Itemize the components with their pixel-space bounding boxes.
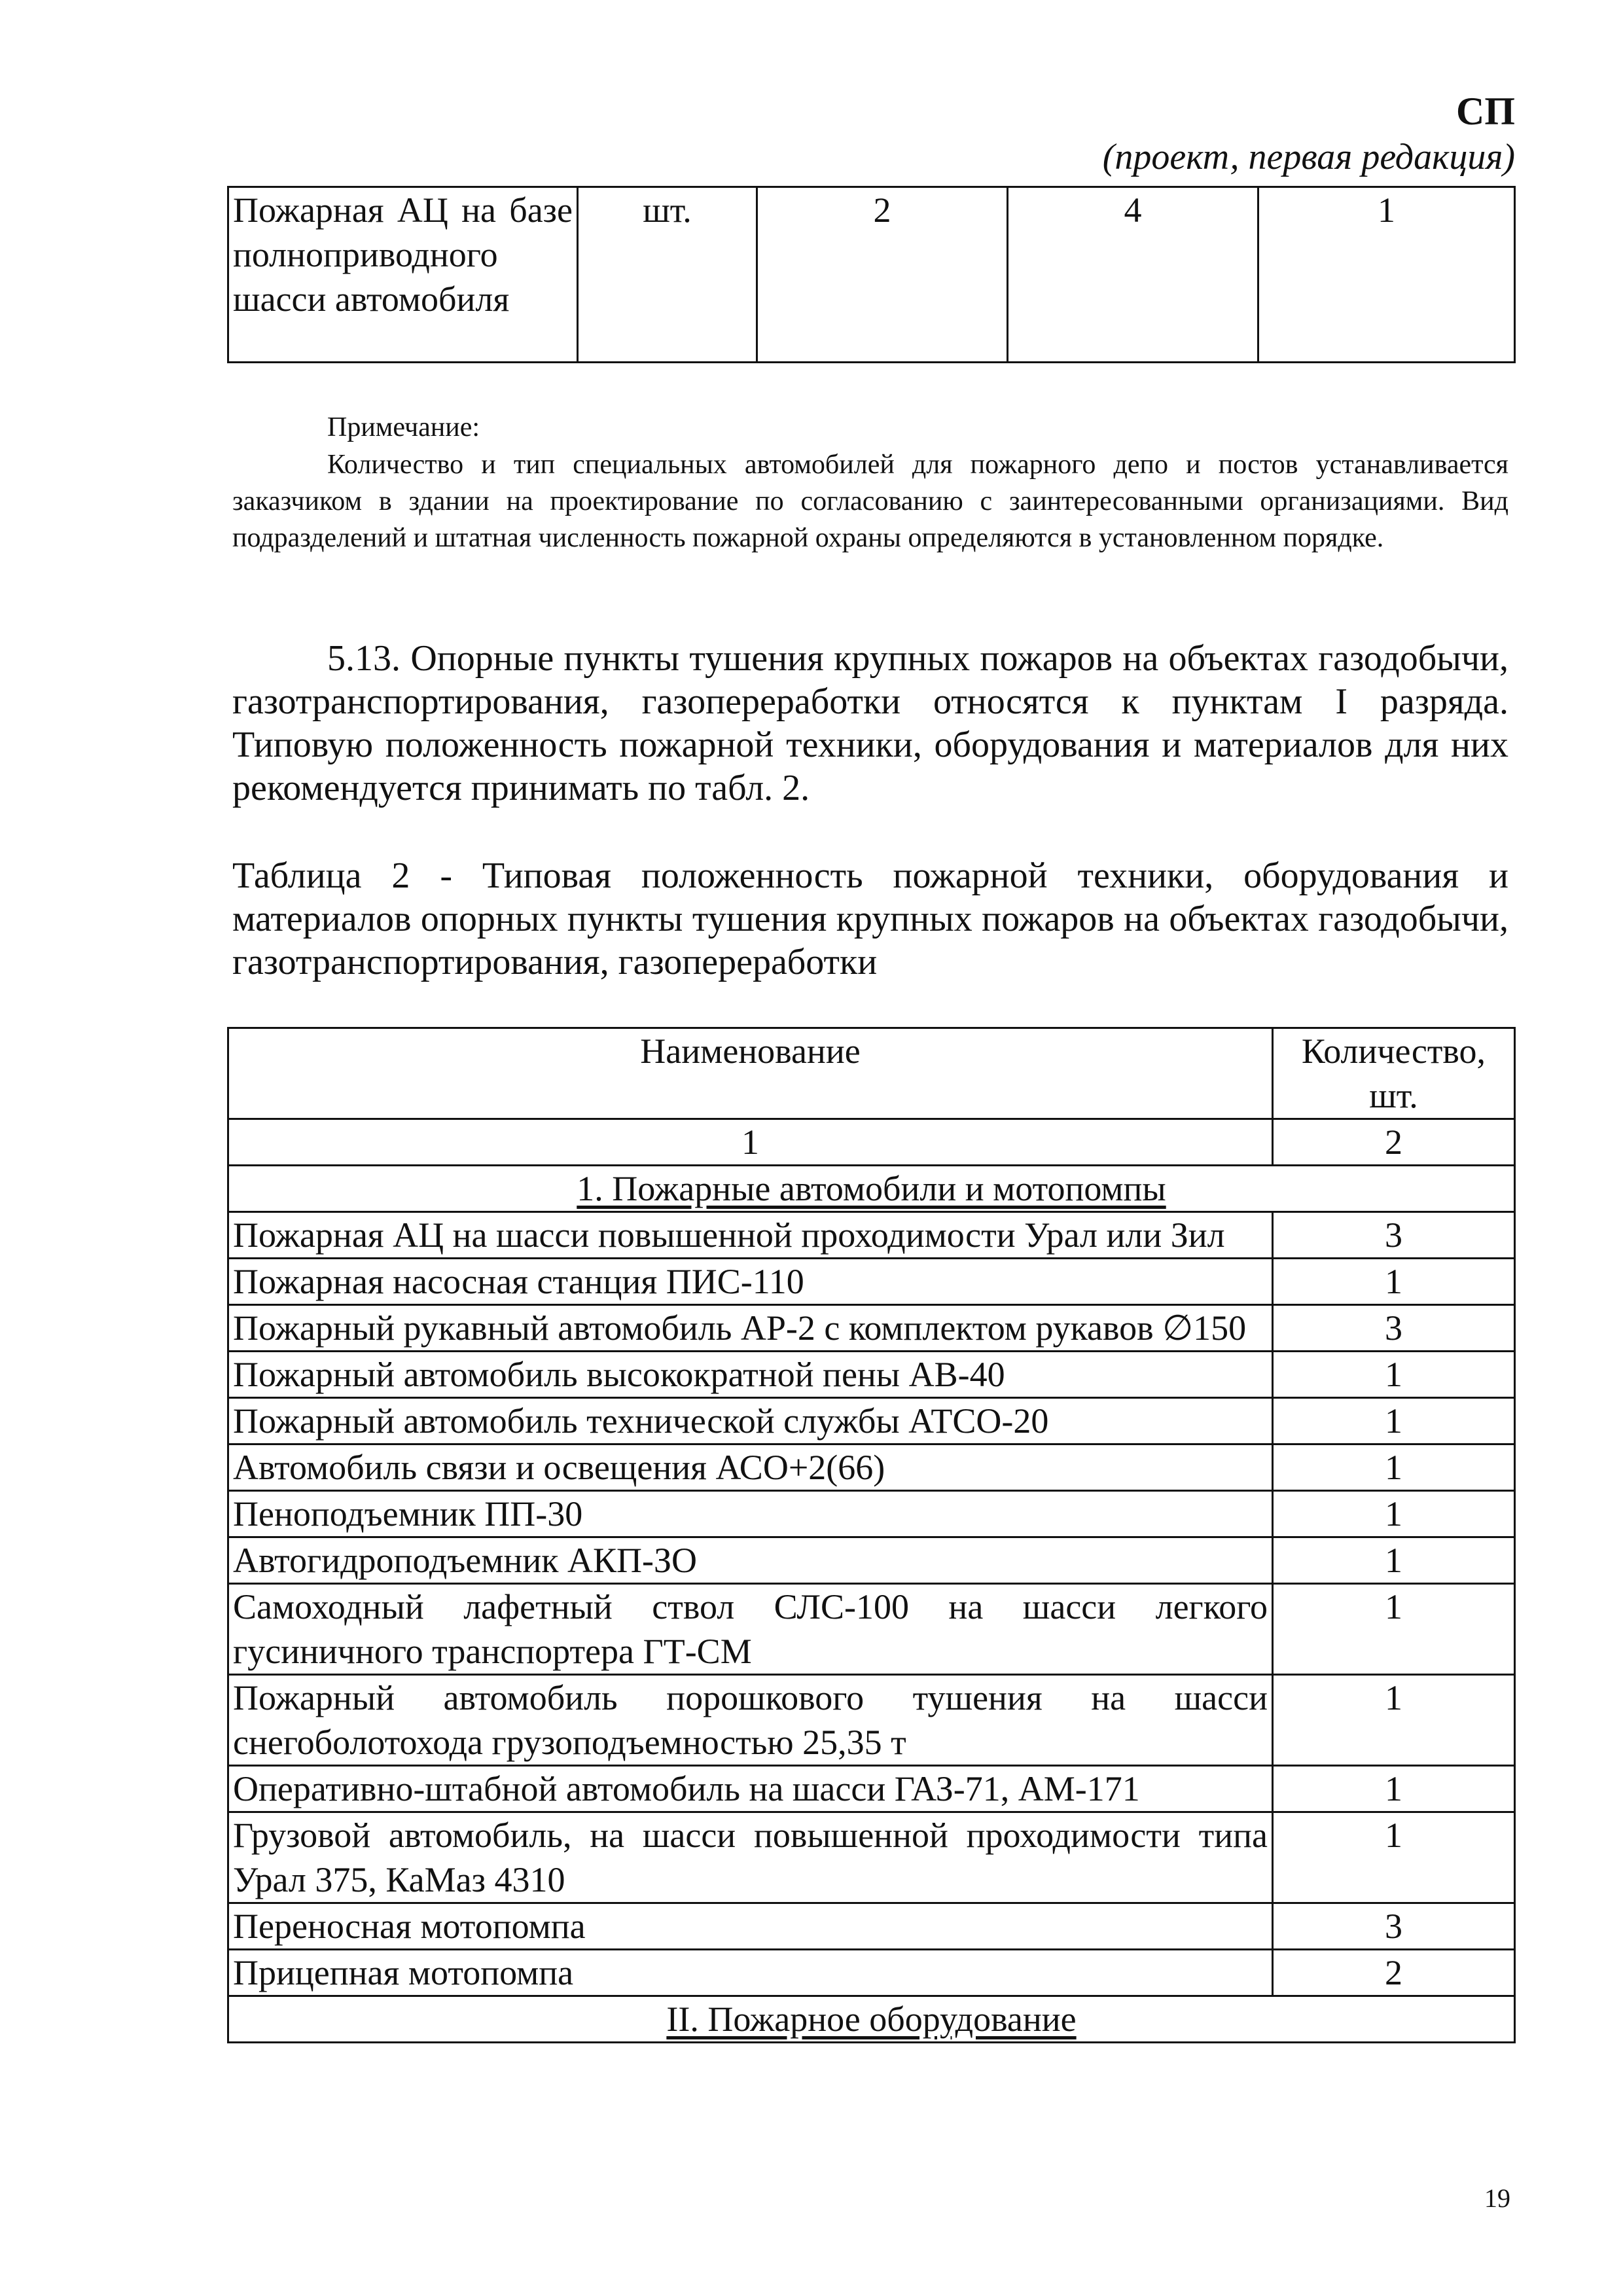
item-qty: 3 xyxy=(1273,1212,1515,1259)
section-title: II. Пожарное оборудование xyxy=(666,2000,1077,2039)
table-row xyxy=(228,1903,1515,1950)
item-name: Автогидроподъемник АКП-ЗО xyxy=(228,1537,1273,1584)
table-row xyxy=(228,1584,1515,1675)
note-text: Количество и тип специальных автомобилей для пожарного депо и постов устанавливается заказчиком в здании на проектирование по согласованию с заинтересованными организациями. Вид подразделений и штатная численность пожарной охраны определяются в установленном порядке. xyxy=(232,450,1508,553)
table-row xyxy=(228,1259,1515,1305)
item-qty: 1 xyxy=(1273,1444,1515,1491)
item-name: Пеноподъемник ПП-30 xyxy=(228,1491,1273,1537)
item-qty: 3 xyxy=(1273,1305,1515,1352)
table-row xyxy=(228,1305,1515,1352)
note-title: Примечание: xyxy=(327,412,480,442)
table-2 xyxy=(227,1027,1516,2043)
table-row xyxy=(228,1352,1515,1398)
item-name: Пожарная насосная станция ПИС-110 xyxy=(228,1259,1273,1305)
table-row xyxy=(228,1444,1515,1491)
item-name: Пожарный рукавный автомобиль АР-2 с комплектом рукавов ∅150 xyxy=(228,1305,1273,1352)
item-qty: 1 xyxy=(1273,1766,1515,1812)
value-cell: 4 xyxy=(1008,187,1258,363)
item-name: Пожарный автомобиль высокократной пены АВ-40 xyxy=(228,1352,1273,1398)
unit-cell: шт. xyxy=(578,187,757,363)
column-number: 2 xyxy=(1273,1119,1515,1166)
item-name: Переносная мотопомпа xyxy=(228,1903,1273,1950)
column-header-qty: Количество, шт. xyxy=(1273,1028,1515,1119)
item-qty: 1 xyxy=(1273,1259,1515,1305)
item-name: Автомобиль связи и освещения АСО+2(66) xyxy=(228,1444,1273,1491)
item-name: Прицепная мотопомпа xyxy=(228,1950,1273,1996)
section-row xyxy=(228,1996,1515,2043)
table-row xyxy=(228,1212,1515,1259)
section-title: 1. Пожарные автомобили и мотопомпы xyxy=(577,1169,1166,1208)
item-name: Оперативно-штабной автомобиль на шасси ГАЗ-71, АМ-171 xyxy=(228,1766,1273,1812)
item-qty: 2 xyxy=(1273,1950,1515,1996)
page-number: 19 xyxy=(1484,2183,1510,2213)
vehicle-name-cell: Пожарная АЦ на базе полноприводного шасси автомобиля xyxy=(228,187,578,363)
table-row xyxy=(228,1766,1515,1812)
edition-label: (проект, первая редакция) xyxy=(1102,137,1515,177)
item-qty: 1 xyxy=(1273,1675,1515,1766)
column-number-row xyxy=(228,1119,1515,1166)
item-name: Пожарная АЦ на шасси повышенной проходимости Урал или Зил xyxy=(228,1212,1273,1259)
table-row xyxy=(228,1812,1515,1903)
table-row xyxy=(228,187,1515,363)
table-row xyxy=(228,1398,1515,1444)
item-qty: 1 xyxy=(1273,1491,1515,1537)
table-row xyxy=(228,1491,1515,1537)
item-name: Пожарный автомобиль порошкового тушения на шасси снегоболотохода грузоподъемностью 25,35 т xyxy=(228,1675,1273,1766)
value-cell: 2 xyxy=(757,187,1008,363)
table-row xyxy=(228,1950,1515,1996)
paragraph-5-13: 5.13. Опорные пункты тушения крупных пожаров на объектах газодобычи, газотранспортирования, газопереработки относятся к пунктам I разряда. Типовую положенность пожарной техники, оборудования и материалов для них рекомендуется принимать по табл. 2. xyxy=(232,638,1508,808)
item-qty: 1 xyxy=(1273,1537,1515,1584)
table-2-caption: Таблица 2 - Типовая положенность пожарной техники, оборудования и материалов опорных пункты тушения крупных пожаров на объектах газодобычи, газотранспортирования, газопереработки xyxy=(232,855,1508,982)
column-number: 1 xyxy=(228,1119,1273,1166)
item-name: Пожарный автомобиль технической службы АТСО-20 xyxy=(228,1398,1273,1444)
item-qty: 1 xyxy=(1273,1812,1515,1903)
column-header-name: Наименование xyxy=(228,1028,1273,1119)
table-header-row xyxy=(228,1028,1515,1119)
value-cell: 1 xyxy=(1258,187,1515,363)
table-row xyxy=(228,1537,1515,1584)
item-qty: 1 xyxy=(1273,1352,1515,1398)
table-1-continuation xyxy=(227,186,1516,363)
item-qty: 3 xyxy=(1273,1903,1515,1950)
item-qty: 1 xyxy=(1273,1398,1515,1444)
document-code: СП xyxy=(1456,90,1515,133)
section-row xyxy=(228,1166,1515,1212)
table-row xyxy=(228,1675,1515,1766)
item-qty: 1 xyxy=(1273,1584,1515,1675)
item-name: Самоходный лафетный ствол СЛС-100 на шасси легкого гусиничного транспортера ГТ-СМ xyxy=(228,1584,1273,1675)
item-name: Грузовой автомобиль, на шасси повышенной проходимости типа Урал 375, КаМаз 4310 xyxy=(228,1812,1273,1903)
